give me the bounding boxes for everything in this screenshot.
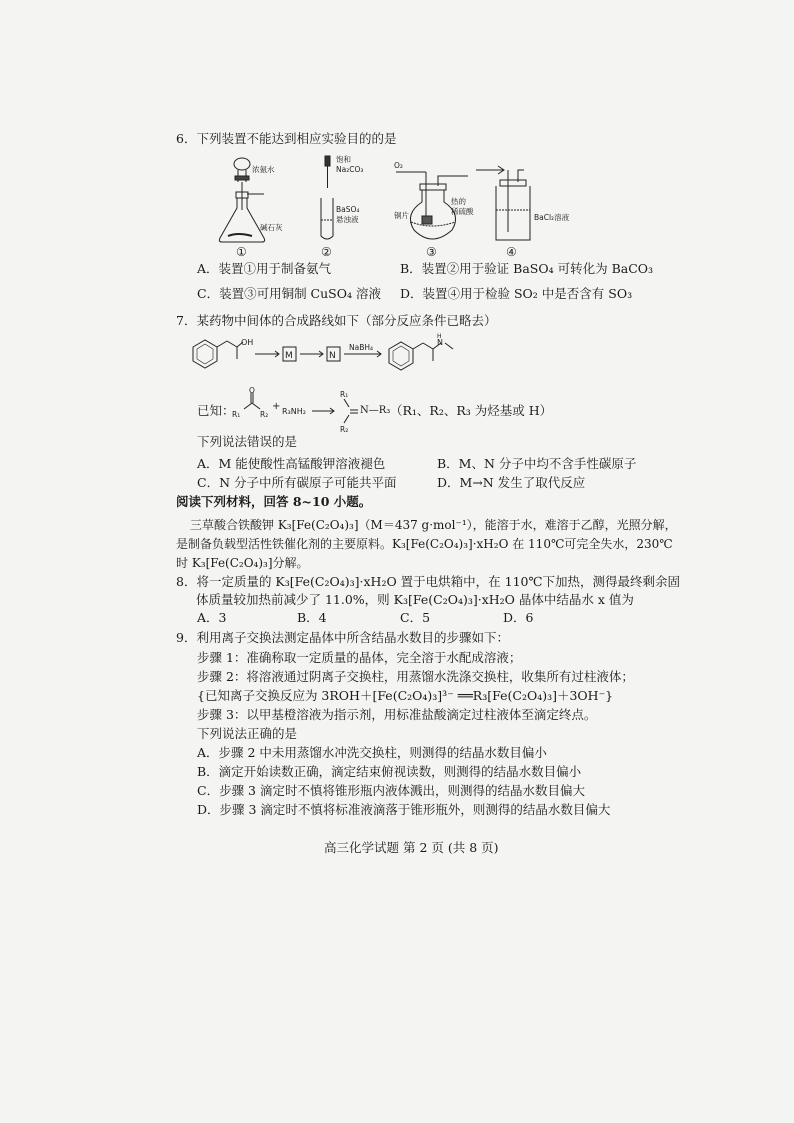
a3-metal-label: 铜片 [394,211,409,220]
reading-paragraph-3: 时 K₃[Fe(C₂O₄)₃]分解。 [176,556,309,570]
scheme-n-label: N [329,351,336,361]
known-r2-label: R₂ [260,410,269,419]
q7-stem: 7．某药物中间体的合成路线如下（部分反应条件已略去） [176,313,497,328]
a2-tube-label-1: BaSO₄ [336,205,360,214]
q9-option-a[interactable]: A．步骤 2 中未用蒸馏水冲洗交换柱，则测得的结晶水数目偏小 [197,745,547,760]
known-plus-label: + [272,401,281,412]
a2-reagent-label-1: 饱和 [336,155,351,164]
q7-known-equation [230,387,380,435]
a4-solution-label: BaCl₂溶液 [534,213,570,222]
q6-option-a[interactable]: A．装置①用于制备氨气 [197,261,332,276]
q7-question: 下列说法错误的是 [197,434,298,449]
scheme-h-label: H [437,333,442,340]
apparatus-number-4: ④ [506,245,517,259]
apparatus-number-2: ② [321,245,332,259]
a1-solid-label: 碱石灰 [260,223,283,232]
q7-option-b[interactable]: B．M、N 分子中均不含手性碳原子 [437,456,637,471]
q8-stem-line-1: 8．将一定质量的 K₃[Fe(C₂O₄)₃]·xH₂O 置于电烘箱中，在 110℃下加热，测得最终剩余固 [176,574,680,589]
q8-option-c[interactable]: C．5 [400,610,431,625]
a2-tube-label-2: 悬浊液 [336,215,359,224]
q9-question: 下列说法正确的是 [197,726,298,741]
q8-option-b[interactable]: B．4 [297,610,327,625]
apparatus-4 [476,166,530,240]
q9-step-3: 步骤 3：以甲基橙溶液为指示剂，用标准盐酸滴定过柱液体至滴定终点。 [197,707,597,722]
reading-intro: 阅读下列材料，回答 8~10 小题。 [176,494,372,509]
reading-paragraph-1: 三草酸合铁酸钾 K₃[Fe(C₂O₄)₃]（M＝437 g·mol⁻¹），能溶于水，难溶于乙醇，光照分解， [190,518,677,532]
a2-reagent-label-2: Na₂CO₃ [336,165,364,174]
q9-step-2-note: {已知离子交换反应为 3ROH＋[Fe(C₂O₄)₃]³⁻ ══R₃[Fe(C₂O₄)₃]＋3OH⁻} [197,688,614,703]
q8-option-a[interactable]: A．3 [197,610,227,625]
apparatus-number-1: ① [236,245,247,259]
q9-stem: 9．利用离子交换法测定晶体中所含结晶水数目的步骤如下： [176,630,509,645]
scheme-oh-label: OH [241,338,254,347]
q9-step-2: 步骤 2：将溶液通过阴离子交换柱，用蒸馏水洗涤交换柱，收集所有过柱液体； [197,669,634,684]
q6-apparatus-figure [208,152,608,260]
q7-synthesis-scheme [183,333,523,377]
known-r1-label: R₁ [232,410,241,419]
q7-known-product-n: N—R₃ [360,405,391,416]
q7-option-a[interactable]: A．M 能使酸性高锰酸钾溶液褪色 [197,456,386,471]
q6-stem: 6．下列装置不能达到相应实验目的的是 [176,131,397,146]
q9-option-c[interactable]: C．步骤 3 滴定时不慎将锥形瓶内液体溅出，则测得的结晶水数目偏大 [197,783,585,798]
q8-stem-line-2: 体质量较加热前减少了 11.0%，则 K₃[Fe(C₂O₄)₃]·xH₂O 晶体中结晶水 x 值为 [196,592,634,607]
a3-acid-label-1: 热的 [451,197,466,206]
q6-option-b[interactable]: B．装置②用于验证 BaSO₄ 可转化为 BaCO₃ [400,261,654,276]
reading-paragraph-2: 是制备负载型活性铁催化剂的主要原料。K₃[Fe(C₂O₄)₃]·xH₂O 在 110℃可完全失水，230℃ [176,537,673,551]
apparatus-2 [321,156,333,239]
scheme-m-label: M [285,351,293,361]
scheme-reagent-label: NaBH₄ [349,343,373,352]
q7-option-d[interactable]: D．M→N 发生了取代反应 [437,475,586,490]
known-o-label: O [249,386,255,395]
scheme-nh-label: N [437,338,443,347]
q9-option-b[interactable]: B．滴定开始读数正确，滴定结束俯视读数，则测得的结晶水数目偏小 [197,764,582,779]
q8-option-d[interactable]: D．6 [503,610,534,625]
q7-known-suffix: （R₁、R₂、R₃ 为烃基或 H） [390,403,553,418]
known-amine-label: R₃NH₂ [282,407,306,416]
q9-option-d[interactable]: D．步骤 3 滴定时不慎将标准液滴落于锥形瓶外，则测得的结晶水数目偏大 [197,802,611,817]
a1-reagent-label: 浓氨水 [252,165,275,174]
known-prod-r1-label: R₁ [340,390,349,399]
q9-step-1: 步骤 1：准确称取一定质量的晶体，完全溶于水配成溶液； [197,650,522,665]
a3-acid-label-2: 稀硫酸 [451,207,474,216]
q7-known-prefix: 已知： [197,403,235,418]
page-footer: 高三化学试题 第 2 页 (共 8 页) [324,840,499,855]
known-prod-r2-label: R₂ [340,425,349,434]
q7-option-c[interactable]: C．N 分子中所有碳原子可能共平面 [197,475,397,490]
a3-gas-label: O₂ [394,161,403,170]
q6-option-d[interactable]: D．装置④用于检验 SO₂ 中是否含有 SO₃ [400,286,633,301]
apparatus-number-3: ③ [426,245,437,259]
q6-option-c[interactable]: C．装置③可用铜制 CuSO₄ 溶液 [197,286,381,301]
